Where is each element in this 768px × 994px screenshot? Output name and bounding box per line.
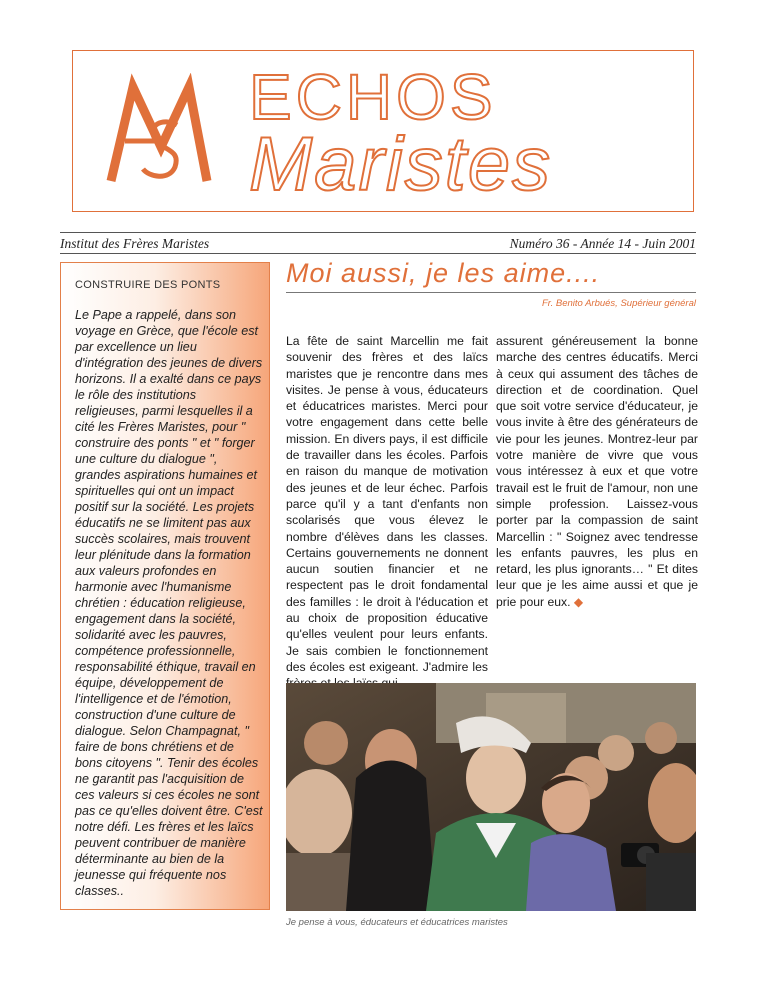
article-headline: Moi aussi, je les aime.... — [286, 258, 601, 288]
masthead-title-echos: ECHOS — [249, 61, 497, 133]
article-column-2 — [496, 333, 698, 610]
masthead — [72, 50, 694, 212]
article-photo — [286, 683, 696, 911]
photo-group-of-people — [286, 683, 696, 911]
marist-monogram-logo — [103, 73, 223, 193]
article-column-1 — [286, 333, 488, 692]
end-mark-diamond-icon: ◆ — [573, 594, 584, 609]
article-column-1-text: La fête de saint Marcellin me fait souvenir des frères et des laïcs maristes que je rencontre dans mes visites. Je pense à vous, éducateurs et éducatrices maristes. Merci pour votre engagement dans cette belle mission. En divers pays, il est difficile de travailler dans les écoles. Parfois en raison du manque de motivation des jeunes et de leur échec. Parfois parce qu'il y a tant d'enfants non scolarisés que vous élevez le nombre d'élèves dans les classes. Certains gouvernements ne donnent aucun soutien financier et ne respectent pas le droit fondamental des familles : le droit à l'éducation et au choix de proposition éducative qu'elles veulent pour leurs enfants. Je sais combien le fonctionnement des écoles est exigeant. J'admire les — [286, 334, 488, 674]
issue-number: Numéro 36 - Année 14 - Juin 2001 — [509, 236, 696, 251]
issue-info-bar — [60, 232, 696, 254]
sidebar-body: Le Pape a rappelé, dans son voyage en Grèce, que l'école est par excellence un lieu d'intégration des jeunes de divers horizons. Il a exalté dans ce pays le rôle des institutions religieuses, parmi lesquelles il a cité les Frères Maristes, pour " construire des ponts " et " forger une culture du dialogue ", grandes aspirations humaines et spirituelles qui ont un impact positif sur la société. Les projets éducatifs ne se limitent pas aux succès scolaires, mais trouvent leur plénitude dans la formation aux valeurs profondes en harmonie avec l'humanisme chrétien : éducation religieuse, engagement dans la société, solidarité avec les pauvres, compétence professionnelle, responsabilité éthique, travail en équipe, développement de l'intelligence et de l'émotion, construction d'une culture de dialogue. Selon Champagnat, " faire de bons chrétiens et de bons citoyens ". Tenir des écoles ne garantit pas l'acquisition de ces valeurs si ces écoles ne sont pas ce qu'elles doivent être. C'est notre défi. Les frères et les laïcs peuvent contribuer de manière déterminante au bien de la jeunesse qui fréquente nos classes.. — [75, 308, 263, 898]
masthead-title-maristes: Maristes — [249, 122, 553, 207]
sidebar-title: CONSTRUIRE DES PONTS — [75, 279, 221, 291]
publisher-name: Institut des Frères Maristes — [60, 236, 210, 251]
editorial-sidebar — [60, 262, 270, 910]
headline-divider — [286, 292, 696, 293]
article-column-2-text: assurent généreusement la bonne marche des centres éducatifs. Merci à ceux qui assument des tâches de direction et de coordination. Quel que soit votre service d'éducateur, je vous invite à être des générateurs de vie pour les jeunes. Montrez-leur par votre manière de vivre que vous vous intéressez à eux et que votre travail est le fruit de l'amour, non une simple profession. Laissez-vous porter par la compassion de saint Marcellin : " Soignez avec tendresse les enfants pauvres, les plus en retard, les plus ignorants… " Et dites leur que je les aime aussi et que je prie pour eux. — [496, 334, 698, 609]
article-byline: Fr. Benito Arbués, Supérieur général — [541, 298, 696, 309]
photo-caption: Je pense à vous, éducateurs et éducatrices maristes — [286, 917, 508, 928]
